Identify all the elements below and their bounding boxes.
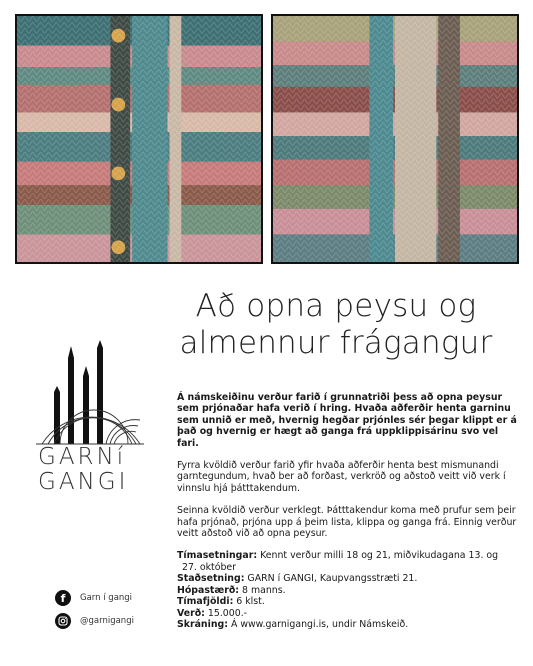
logo-wordmark — [38, 445, 148, 495]
price-label: Verð: — [177, 607, 205, 619]
group-label: Hópastærð: — [177, 584, 240, 596]
place-label: Staðsetning: — [177, 573, 245, 585]
logo-line-1: GARNí — [38, 444, 127, 470]
detail-registration — [177, 619, 523, 630]
time-value: Kennt verður milli 18 og 21, miðvikudagana 13. og — [257, 550, 499, 562]
price-value: 15.000.- — [204, 607, 248, 619]
course-details — [177, 550, 523, 630]
hours-label: Tímafjöldi: — [177, 596, 234, 608]
place-value: GARN í GANGI, Kaupvangsstræti 21. — [244, 573, 418, 585]
time-label: Tímasetningar: — [177, 550, 258, 562]
first-evening-paragraph: Fyrra kvöldið verður farið yfir hvaða aðferðir henta best mismunandi garntegundum, hvað ber að forðast, verkröð og aðstoð veitt við verk í vinnslu hjá þátttakendum. — [177, 460, 506, 494]
course-description — [177, 392, 523, 630]
course-title — [148, 288, 524, 362]
detail-time — [177, 550, 523, 561]
facebook-label: Garn í gangi — [80, 593, 133, 603]
detail-group — [177, 585, 523, 596]
facebook-icon: f — [55, 590, 71, 606]
group-value: 8 manns. — [239, 584, 286, 596]
detail-place — [177, 573, 523, 584]
hours-value: 6 klst. — [233, 596, 265, 608]
detail-time-cont: 27. október — [182, 561, 237, 573]
detail-price — [177, 608, 523, 619]
title-line-1: Að opna peysu og — [195, 288, 477, 324]
instagram-link[interactable] — [55, 613, 134, 629]
intro-paragraph: Á námskeiðinu verður farið í grunnatriði þess að opna peysur sem prjónaðar hafa verið í hring. Hvaða aðferðir henta garninu sem unnið er með, hvernig hegðar prjónles sér þegar klippt er á það og hvernig er hægt að ganga frá uppklippisárinu svo vel fari. — [177, 392, 517, 449]
instagram-icon — [55, 613, 71, 629]
knitting-photo-right — [271, 14, 519, 264]
title-line-2: almennur frágangur — [179, 325, 493, 361]
detail-hours — [177, 596, 523, 607]
registration-value[interactable]: Á www.garnigangi.is, undir Námskeið. — [227, 618, 409, 630]
instagram-label: @garnigangi — [80, 616, 134, 626]
knitting-photo-left — [15, 14, 263, 264]
facebook-link[interactable] — [55, 590, 132, 606]
second-evening-paragraph: Seinna kvöldið verður verklegt. Þátttakendur koma með prufur sem þeir hafa prjónað, prjóna upp á þeim lista, klippa og ganga frá. Einnig verður veitt aðstoð við að opna peysur. — [177, 505, 517, 540]
registration-label: Skráning: — [177, 618, 228, 630]
logo-line-2: GANGI — [38, 469, 129, 495]
